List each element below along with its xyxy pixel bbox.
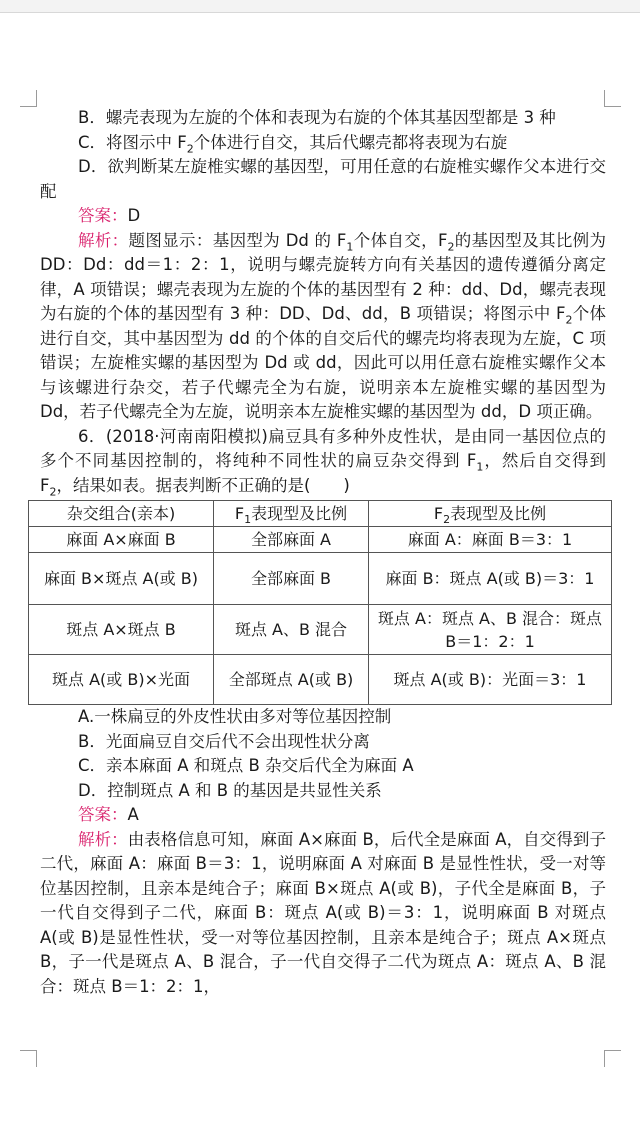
- analysis-label: 解析：: [78, 230, 129, 250]
- answer-value: A: [127, 805, 139, 824]
- table-cell: 麻面 A×麻面 B: [29, 527, 214, 553]
- table-header-cell: 杂交组合(亲本): [29, 501, 214, 527]
- page-corner-mark-bottom-left: [20, 1050, 37, 1067]
- table-cell: 麻面 A：麻面 B＝3：1: [369, 527, 612, 553]
- table-cell: 全部斑点 A(或 B): [214, 655, 369, 705]
- q6-stem: 6．(2018·河南南阳模拟)扁豆具有多种外皮性状，是由同一基因位点的多个不同基因控制的，将纯种不同性状的扁豆杂交得到 $F_1$，然后自交得到 $F_2$，结果如表。据表判断不正确的是( ): [40, 426, 606, 498]
- table-cell: 斑点 A、B 混合: [214, 605, 369, 655]
- table-row: [29, 527, 612, 553]
- q5-analysis: 解析：题图显示：基因型为 Dd 的 $F_1$个体自交，$F_2$的基因型及其比例为 DD：Dd：dd＝1：2：1，说明与螺壳旋转方向有关基因的遗传遵循分离定律，A 项错误；螺壳表现为左旋的个体的基因型有 2 种：dd、Dd，螺壳表现为右旋的个体的基因型有 3 种：DD、Dd、dd，B 项错误；将图示中 $F_2$个体进行自交，其中基因型为 dd 的个体的自交后代的螺壳均将表现为左旋，C 项错误；左旋椎实螺的基因型为 Dd 或 dd，因此可以用任意右旋椎实螺作父本与该螺进行杂交，若子代螺壳全为右旋，说明亲本左旋椎实螺的基因型为 Dd，若子代螺壳全为左旋，说明亲本左旋椎实螺的基因型为 dd，D 项正确。: [40, 230, 607, 421]
- table-header-cell: $F_1$表现型及比例: [214, 501, 369, 527]
- q6-option-b: B．光面扁豆自交后代不会出现性状分离: [78, 731, 370, 751]
- page-corner-mark-top-left: [20, 90, 37, 107]
- q6-option-c: C．亲本麻面 A 和斑点 B 杂交后代全为麻面 A: [78, 756, 414, 775]
- answer-label: 答案：: [78, 206, 128, 225]
- table-header-row: [29, 501, 612, 527]
- answer-value: D: [127, 206, 141, 225]
- table-row: [29, 655, 612, 705]
- document-page: [40, 106, 606, 999]
- table-cell: 全部麻面 A: [214, 527, 369, 553]
- table-cell: 斑点 A(或 B)：光面＝3：1: [369, 655, 612, 705]
- table-cell: 斑点 A：斑点 A、B 混合：斑点 B＝1：2：1: [369, 605, 612, 655]
- table-cell: 麻面 B：斑点 A(或 B)＝3：1: [369, 553, 612, 605]
- table-cell: 斑点 A×斑点 B: [29, 605, 214, 655]
- cross-results-table: [28, 500, 612, 705]
- table-cell: 全部麻面 B: [214, 553, 369, 605]
- table-cell: 斑点 A(或 B)×光面: [29, 655, 214, 705]
- table-row: [29, 553, 612, 605]
- q5-option-b: B．螺壳表现为左旋的个体和表现为右旋的个体其基因型都是 3 种: [78, 108, 556, 127]
- analysis-label: 解析：: [78, 829, 128, 849]
- answer-label: 答案：: [78, 805, 128, 824]
- table-row: [29, 605, 612, 655]
- q6-option-a: A.一株扁豆的外皮性状由多对等位基因控制: [78, 707, 392, 726]
- top-status-bar: [0, 0, 640, 13]
- q6-answer: [40, 803, 606, 828]
- table-cell: 麻面 B×斑点 A(或 B): [29, 553, 214, 605]
- q5-option-d: D．欲判断某左旋椎实螺的基因型，可用任意的右旋椎实螺作父本进行交配: [40, 157, 606, 201]
- table-header-cell: $F_2$表现型及比例: [369, 501, 612, 527]
- q5-answer: [40, 204, 606, 229]
- page-corner-mark-top-right: [604, 90, 621, 107]
- q5-option-c: C．将图示中 $F_2$个体进行自交，其后代螺壳都将表现为右旋: [78, 132, 508, 155]
- q6-analysis: 解析：由表格信息可知，麻面 A×麻面 B，后代全是麻面 A，自交得到子二代，麻面 A：麻面 B＝3：1，说明麻面 A 对麻面 B 是显性性状，受一对等位基因控制，且亲本是纯合子；麻面 B×斑点 A(或 B)，子代全是麻面 B，子一代自交得到子二代，麻面 B：斑点 A(或 B)＝3：1，说明麻面 B 对斑点 A(或 B)是显性性状，受一对等位基因控制，且亲本是纯合子；斑点 A×斑点 B，子一代是斑点 A、B 混合，子一代自交得子二代为斑点 A：斑点 A、B 混合：斑点 B＝1：2：1，: [40, 829, 606, 996]
- q6-option-d: D．控制斑点 A 和 B 的基因是共显性关系: [78, 780, 382, 800]
- page-corner-mark-bottom-right: [604, 1050, 621, 1067]
